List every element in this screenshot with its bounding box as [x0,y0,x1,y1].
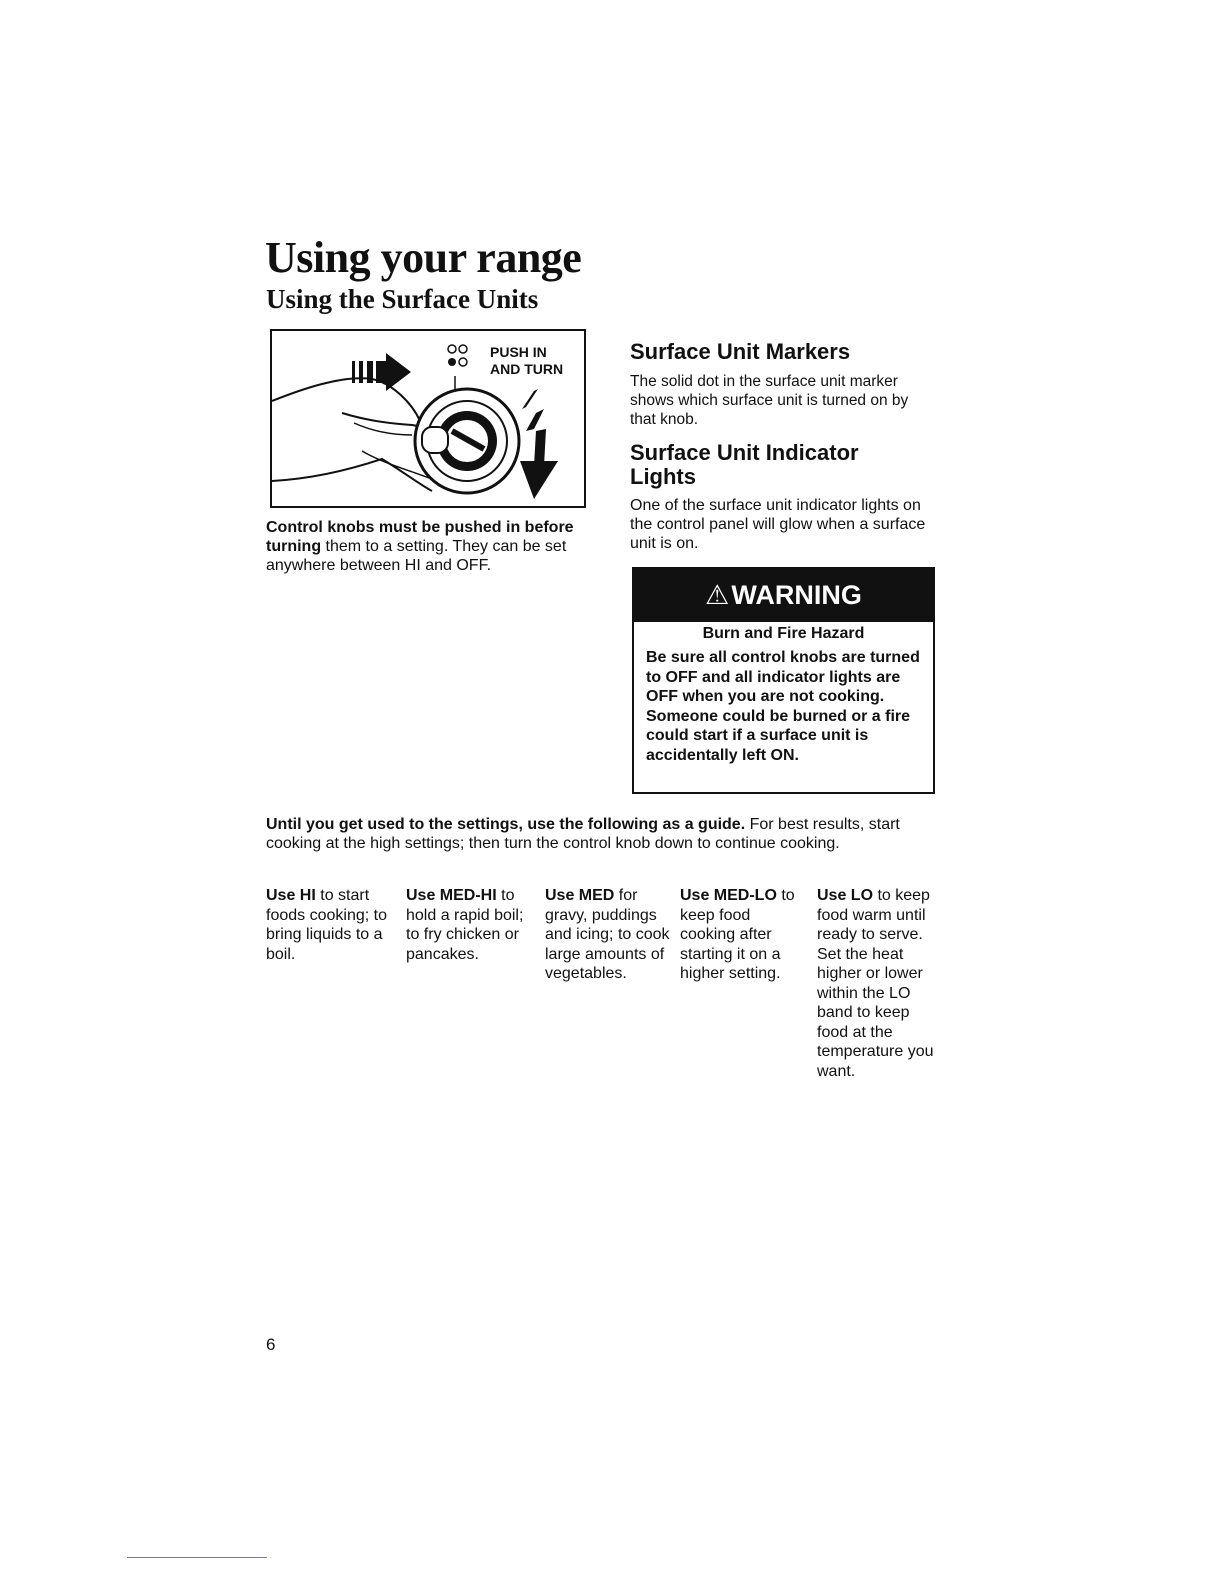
footer-divider [127,1557,267,1558]
warning-title: WARNING [731,580,862,610]
setting-med-hi: Use MED-HI to hold a rapid boil; to fry chicken or pancakes. [406,887,524,963]
warning-body: Be sure all control knobs are turned to OFF and all indicator lights are OFF when you are not cooking. Someone could be burned or a fire could start if a surface unit is accidentally left ON. [646,649,920,764]
setting-hi: Use HI to start foods cooking; to bring liquids to a boil. [266,887,387,963]
page-number: 6 [266,1335,276,1354]
setting-med-lo: Use MED-LO to keep food cooking after starting it on a higher setting. [680,887,795,982]
markers-text: The solid dot in the surface unit marker shows which surface unit is turned on by that knob. [630,373,909,428]
warning-subtitle: Burn and Fire Hazard [702,625,865,642]
knob-illustration [270,329,586,508]
setting-lo: Use LO to keep food warm until ready to serve. Set the heat higher or lower within the LO band to keep food at the temperature you want. [817,887,934,1080]
setting-med: Use MED for gravy, puddings and icing; to cook large amounts of vegetables. [545,887,670,982]
knob-caption: Control knobs must be pushed in before turning them to a setting. They can be set anywhere between HI and OFF. [266,519,574,574]
push-in-label: PUSH IN AND TURN [490,344,564,377]
warning-banner [634,569,933,622]
lights-heading: Surface Unit Indicator Lights [630,440,859,489]
warning-box [632,567,935,794]
settings-guide-intro: Until you get used to the settings, use the following as a guide. For best results, start cooking at the high settings; then turn the control knob down to continue cooking. [266,816,900,852]
lights-text: One of the surface unit indicator lights on the control panel will glow when a surface unit is on. [630,497,926,552]
warning-triangle-icon: ⚠ [705,580,730,610]
section-title: Using the Surface Units [266,284,539,314]
page-title: Using your range [265,233,582,282]
markers-heading: Surface Unit Markers [630,339,851,364]
